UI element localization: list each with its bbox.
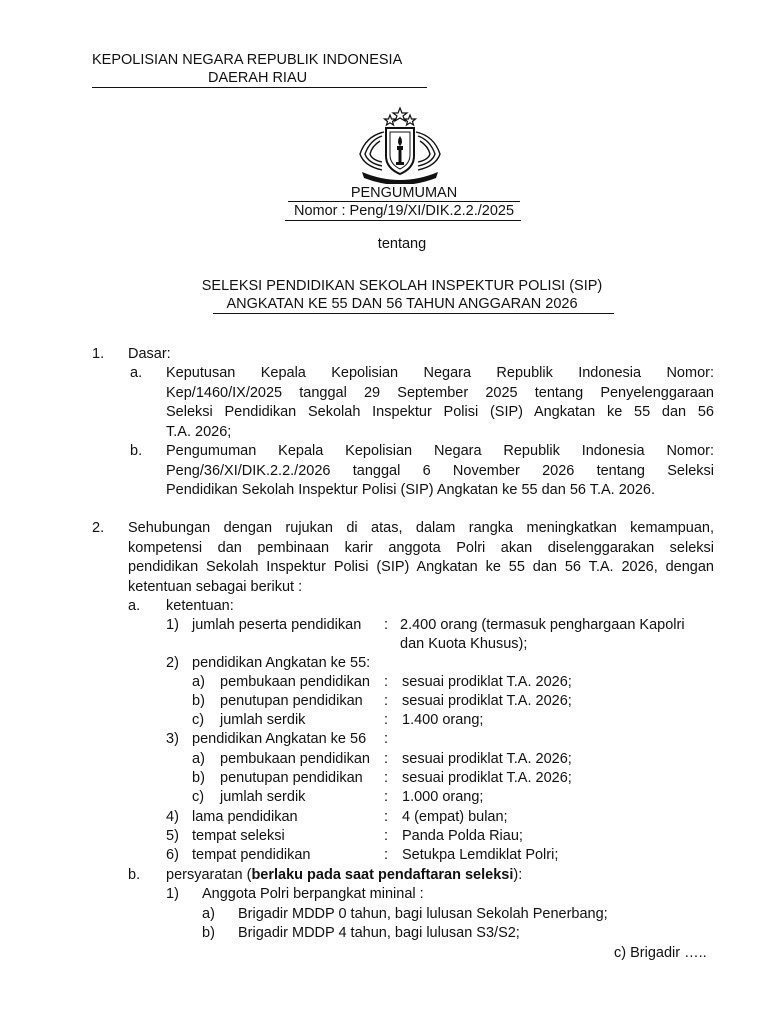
section-1-label: Dasar: [128,346,171,362]
row-colon: : [384,674,389,690]
text-line: Kep/1460/IX/2025 tanggal 29 September 2025 tentang Penyelenggaraan [166,384,714,401]
text-line: Keputusan Kepala Kepolisian Negara Republik Indonesia Nomor: [166,365,714,381]
section-1-number: 1. [92,346,105,362]
about-label: tentang [377,236,427,252]
row-colon: : [384,789,389,805]
text-line: Sehubungan dengan rujukan di atas, dalam rangka meningkatkan kemampuan, [128,520,714,536]
row-number: a) [192,674,205,690]
row-number: 2) [166,655,179,671]
item-marker: b. [130,443,143,459]
item-marker: a. [130,365,143,381]
requirements-label-pre: persyaratan ( [166,867,252,883]
number-underline [285,220,521,221]
text-line: pendidikan Sekolah Inspektur Polisi (SIP) Angkatan ke 55 dan 56 T.A. 2026, dengan [128,559,714,575]
item-marker: b. [128,867,141,883]
row-label: tempat seleksi [192,828,285,844]
row-value: 1.000 orang; [402,789,484,805]
text-line: Pendidikan Sekolah Inspektur Polisi (SIP) Angkatan ke 55 dan 56 T.A. 2026. [166,482,656,498]
row-number: c) [192,789,205,805]
requirements-label [166,866,522,885]
row-value: Setukpa Lemdiklat Polri; [402,847,559,863]
row-number: 5) [166,828,179,844]
text-line: Seleksi Pendidikan Sekolah Inspektur Polisi (SIP) Angkatan ke 55 dan 56 [166,404,714,420]
row-label: pembukaan pendidikan [220,751,370,767]
section-1a-text [166,364,714,442]
subject-underline [213,313,614,314]
text-line: kompetensi dan pembinaan karir anggota Polri akan diselenggarakan seleksi [128,539,714,556]
row-value: Panda Polda Riau; [402,828,523,844]
row-label: pendidikan Angkatan ke 56 [192,731,367,747]
row-label: jumlah serdik [220,712,306,728]
row-number: 1) [166,617,179,633]
row-number: b) [192,693,205,709]
text-line: ketentuan sebagai berikut : [128,578,303,595]
row-number: 3) [166,731,179,747]
section-2-intro [128,519,714,597]
row-label: penutupan pendidikan [220,770,363,786]
requirements-label-bold: berlaku pada saat pendaftaran seleksi [251,867,514,883]
row-colon: : [384,847,389,863]
row-number: b) [192,770,205,786]
police-emblem [352,106,448,184]
region-name: DAERAH RIAU [208,70,308,86]
header-underline [92,87,427,88]
row-number: b) [202,925,215,941]
subject-line-1: SELEKSI PENDIDIKAN SEKOLAH INSPEKTUR POLISI (SIP) [201,278,603,294]
row-label: pembukaan pendidikan [220,674,370,690]
row-value: 4 (empat) bulan; [402,809,508,825]
subject-line-2: ANGKATAN KE 55 DAN 56 TAHUN ANGGARAN 2026 [226,296,578,312]
row-colon: : [384,731,389,747]
row-label: lama pendidikan [192,809,298,825]
row-colon: : [384,617,389,633]
row-colon: : [384,828,389,844]
announcement-number: Nomor : Peng/19/XI/DIK.2.2./2025 [293,203,515,219]
section-1b-text [166,442,714,501]
row-value: sesuai prodiklat T.A. 2026; [402,674,572,690]
row-value-continued: dan Kuota Khusus); [400,636,528,652]
row-label: tempat pendidikan [192,847,311,863]
row-value: sesuai prodiklat T.A. 2026; [402,751,572,767]
row-number: 1) [166,886,179,902]
requirement-1b: Brigadir MDDP 4 tahun, bagi lulusan S3/S2; [238,925,520,941]
page-continuation: c) Brigadir ….. [614,945,707,961]
row-colon: : [384,770,389,786]
item-marker: a. [128,598,141,614]
row-colon: : [384,809,389,825]
row-label: penutupan pendidikan [220,693,363,709]
row-value: 1.400 orang; [402,712,484,728]
row-value: sesuai prodiklat T.A. 2026; [402,770,572,786]
row-number: 6) [166,847,179,863]
row-value: 2.400 orang (termasuk penghargaan Kapolri [400,617,685,633]
requirements-label-post: ): [513,867,523,883]
institution-name: KEPOLISIAN NEGARA REPUBLIK INDONESIA [92,52,403,68]
requirement-1a: Brigadir MDDP 0 tahun, bagi lulusan Sekolah Penerbang; [238,906,608,922]
text-line: Pengumuman Kepala Kepolisian Negara Republik Indonesia Nomor: [166,443,714,459]
row-value: sesuai prodiklat T.A. 2026; [402,693,572,709]
text-line: T.A. 2026; [166,423,232,440]
row-label: jumlah serdik [220,789,306,805]
row-number: a) [202,906,215,922]
section-2-number: 2. [92,520,105,536]
row-number: a) [192,751,205,767]
row-label: jumlah peserta pendidikan [192,617,362,633]
text-line: Peng/36/XI/DIK.2.2./2026 tanggal 6 November 2026 tentang Seleksi [166,462,714,479]
announcement-heading: PENGUMUMAN [350,185,458,201]
row-colon: : [384,693,389,709]
row-number: c) [192,712,205,728]
row-number: 4) [166,809,179,825]
row-label: pendidikan Angkatan ke 55: [192,655,371,671]
requirement-1-label: Anggota Polri berpangkat mininal : [202,886,424,902]
row-colon: : [384,712,389,728]
row-colon: : [384,751,389,767]
provisions-label: ketentuan: [166,598,234,614]
